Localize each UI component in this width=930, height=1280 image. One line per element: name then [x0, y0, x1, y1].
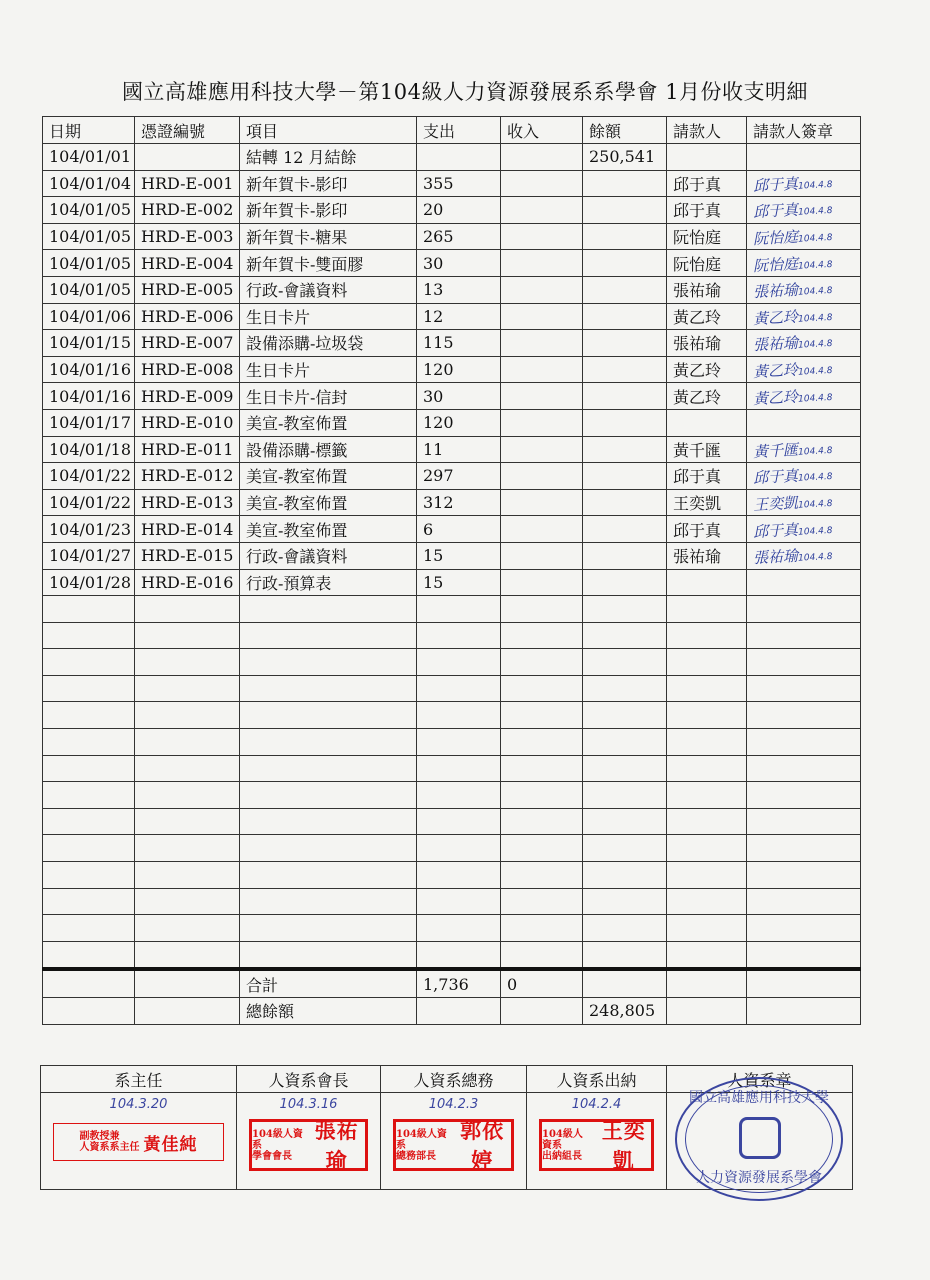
blank-row [43, 862, 861, 889]
cell-voucher: HRD-E-003 [135, 223, 240, 250]
handwritten-signature [753, 277, 833, 302]
seal-square-icon [739, 1117, 781, 1159]
cell-expense: 30 [417, 250, 501, 277]
signature-date: 104.4.8 [797, 525, 833, 538]
cell-voucher: HRD-E-005 [135, 276, 240, 303]
president-name: 張祐瑜 [314, 1118, 359, 1173]
cell-signature [747, 356, 861, 383]
cashier-date: 104.2.4 [571, 1097, 622, 1112]
cell-income [501, 197, 583, 224]
cell-payee: 王奕凱 [667, 489, 747, 516]
cell-payee: 黃乙玲 [667, 356, 747, 383]
cashier-title2: 出納組長 [542, 1150, 582, 1162]
cell-income [501, 383, 583, 410]
blank-row [43, 915, 861, 942]
cell-voucher: HRD-E-002 [135, 197, 240, 224]
totals-income: 0 [501, 969, 583, 997]
seal-top-text: 國立高雄應用科技大學 [689, 1090, 829, 1106]
signature-name: 邱于真 [752, 520, 799, 541]
cell-item: 新年賀卡-影印 [240, 170, 417, 197]
blank-row [43, 702, 861, 729]
header-expense: 支出 [417, 117, 501, 144]
president-date: 104.3.16 [279, 1097, 338, 1112]
table-row [43, 223, 861, 250]
table-row [43, 542, 861, 569]
department-round-seal [675, 1077, 843, 1201]
director-title2: 人資系系主任 [79, 1142, 140, 1153]
cell-voucher: HRD-E-007 [135, 330, 240, 357]
cell-payee: 黃乙玲 [667, 303, 747, 330]
table-row [43, 170, 861, 197]
signature-name: 黃千匯 [752, 440, 799, 461]
treasurer-stamp [393, 1119, 514, 1171]
cashier-name: 王奕凱 [601, 1118, 646, 1173]
cell-item: 行政-會議資料 [240, 276, 417, 303]
cell-income [501, 542, 583, 569]
signature-date: 104.4.8 [797, 259, 833, 272]
cell-signature [747, 569, 861, 596]
cell-date: 104/01/05 [43, 197, 135, 224]
president-stamp [249, 1119, 368, 1171]
signature-name: 邱于真 [752, 201, 799, 222]
cell-item: 美宣-教室佈置 [240, 489, 417, 516]
approval-table [40, 1065, 853, 1190]
cell-signature [747, 250, 861, 277]
header-income: 收入 [501, 117, 583, 144]
cell-balance [583, 356, 667, 383]
department-seal-cell [667, 1090, 852, 1189]
cell-expense: 265 [417, 223, 501, 250]
cell-voucher: HRD-E-015 [135, 542, 240, 569]
cell-expense: 11 [417, 436, 501, 463]
handwritten-signature [753, 437, 833, 462]
cell-payee: 張祐瑜 [667, 330, 747, 357]
president-title2: 學會會長 [252, 1150, 292, 1162]
table-row [43, 569, 861, 596]
cell-item: 生日卡片-信封 [240, 383, 417, 410]
cell-payee: 阮怡庭 [667, 223, 747, 250]
cell-balance [583, 542, 667, 569]
cell-item: 新年賀卡-糖果 [240, 223, 417, 250]
approval-header-director: 系主任 [41, 1066, 237, 1093]
cell-payee: 邱于真 [667, 197, 747, 224]
cell-income [501, 516, 583, 543]
signature-name: 王奕凱 [752, 493, 799, 515]
cell-balance [583, 250, 667, 277]
cell-voucher: HRD-E-014 [135, 516, 240, 543]
table-row [43, 409, 861, 436]
cell-income [501, 250, 583, 277]
cell-income [501, 436, 583, 463]
signature-date: 104.4.8 [797, 392, 833, 405]
signature-name: 張祐瑜 [752, 546, 799, 568]
cell-balance [583, 223, 667, 250]
cell-date: 104/01/18 [43, 436, 135, 463]
signature-name: 黃乙玲 [752, 387, 799, 408]
signature-date: 104.4.8 [797, 339, 833, 352]
signature-date: 104.4.8 [797, 552, 833, 564]
cell-date: 104/01/05 [43, 223, 135, 250]
header-date: 日期 [43, 117, 135, 144]
cell-income [501, 276, 583, 303]
treasurer-stamp-cell [381, 1093, 526, 1189]
table-row [43, 436, 861, 463]
cell-voucher: HRD-E-001 [135, 170, 240, 197]
cell-expense: 355 [417, 170, 501, 197]
handwritten-signature [753, 224, 833, 249]
cell-balance [583, 516, 667, 543]
handwritten-signature [753, 543, 833, 568]
table-row [43, 197, 861, 224]
cell-expense: 13 [417, 276, 501, 303]
cell-income [501, 356, 583, 383]
cell-voucher: HRD-E-010 [135, 409, 240, 436]
cell-payee [667, 144, 747, 171]
cell-date: 104/01/28 [43, 569, 135, 596]
cell-balance [583, 330, 667, 357]
cashier-stamp-cell [527, 1093, 666, 1189]
header-payee: 請款人 [667, 117, 747, 144]
treasurer-title2: 總務部長 [396, 1150, 436, 1162]
cell-balance [583, 569, 667, 596]
cell-item: 新年賀卡-影印 [240, 197, 417, 224]
signature-name: 黃乙玲 [752, 360, 799, 382]
cell-expense: 297 [417, 463, 501, 490]
cell-income [501, 330, 583, 357]
cell-signature [747, 303, 861, 330]
cell-expense: 30 [417, 383, 501, 410]
final-balance-row [43, 998, 861, 1025]
approval-header-seal: 人資系章 [667, 1066, 853, 1093]
cell-voucher: HRD-E-006 [135, 303, 240, 330]
cell-item: 結轉 12 月結餘 [240, 144, 417, 171]
cell-expense: 6 [417, 516, 501, 543]
signature-date: 104.4.8 [797, 445, 833, 458]
blank-row [43, 941, 861, 969]
cell-income [501, 223, 583, 250]
table-row [43, 144, 861, 171]
treasurer-date: 104.2.3 [428, 1097, 479, 1112]
ledger-body [43, 144, 861, 970]
cashier-stamp [539, 1119, 654, 1171]
cell-payee: 邱于真 [667, 516, 747, 543]
cell-signature [747, 489, 861, 516]
cell-item: 美宣-教室佈置 [240, 516, 417, 543]
director-title1: 副教授兼 [79, 1131, 120, 1142]
header-item: 項目 [240, 117, 417, 144]
blank-row [43, 782, 861, 809]
cell-voucher: HRD-E-013 [135, 489, 240, 516]
cell-signature [747, 330, 861, 357]
cell-balance [583, 170, 667, 197]
cell-date: 104/01/16 [43, 383, 135, 410]
cashier-title1: 104級人資系 [542, 1128, 583, 1151]
signature-name: 張祐瑜 [752, 334, 799, 355]
cell-balance [583, 197, 667, 224]
handwritten-signature [753, 490, 833, 515]
cell-signature [747, 276, 861, 303]
cell-date: 104/01/16 [43, 356, 135, 383]
signature-date: 104.4.8 [797, 312, 833, 325]
cell-date: 104/01/05 [43, 250, 135, 277]
cell-item: 行政-預算表 [240, 569, 417, 596]
final-balance: 248,805 [583, 998, 667, 1025]
cell-balance [583, 383, 667, 410]
handwritten-signature [753, 197, 833, 222]
cell-voucher: HRD-E-012 [135, 463, 240, 490]
cell-income [501, 170, 583, 197]
cell-balance [583, 276, 667, 303]
cell-date: 104/01/06 [43, 303, 135, 330]
cell-date: 104/01/17 [43, 409, 135, 436]
cell-expense: 312 [417, 489, 501, 516]
approval-header-president: 人資系會長 [237, 1066, 381, 1093]
cell-balance [583, 436, 667, 463]
cell-date: 104/01/23 [43, 516, 135, 543]
cell-balance [583, 303, 667, 330]
president-stamp-cell [237, 1093, 380, 1189]
signature-date: 104.4.8 [797, 365, 833, 378]
table-row [43, 463, 861, 490]
signature-date: 104.4.8 [797, 472, 833, 485]
handwritten-signature [753, 357, 833, 382]
seal-bottom-text: 人力資源發展系學會 [696, 1170, 822, 1186]
handwritten-signature [753, 517, 833, 542]
cell-date: 104/01/01 [43, 144, 135, 171]
cell-signature [747, 516, 861, 543]
totals-expense: 1,736 [417, 969, 501, 997]
cell-signature [747, 223, 861, 250]
header-signature: 請款人簽章 [747, 117, 861, 144]
table-row [43, 303, 861, 330]
cell-income [501, 489, 583, 516]
director-date: 104.3.20 [109, 1097, 168, 1112]
blank-row [43, 596, 861, 623]
handwritten-signature [753, 251, 833, 276]
table-row [43, 516, 861, 543]
signature-name: 邱于真 [752, 174, 799, 195]
cell-signature [747, 197, 861, 224]
signature-date: 104.4.8 [797, 233, 833, 245]
cell-income [501, 144, 583, 171]
ledger-table [42, 116, 861, 1025]
cell-item: 行政-會議資料 [240, 542, 417, 569]
cell-item: 新年賀卡-雙面膠 [240, 250, 417, 277]
final-label: 總餘額 [240, 998, 417, 1025]
cell-voucher [135, 144, 240, 171]
cell-payee: 張祐瑜 [667, 276, 747, 303]
cell-voucher: HRD-E-016 [135, 569, 240, 596]
cell-signature [747, 383, 861, 410]
signature-date: 104.4.8 [797, 179, 833, 192]
director-name: 黃佳純 [143, 1134, 198, 1155]
cell-payee: 邱于真 [667, 463, 747, 490]
blank-row [43, 622, 861, 649]
blank-row [43, 649, 861, 676]
director-stamp [53, 1123, 224, 1161]
cell-date: 104/01/15 [43, 330, 135, 357]
cell-date: 104/01/05 [43, 276, 135, 303]
cell-item: 生日卡片 [240, 356, 417, 383]
cell-expense: 15 [417, 542, 501, 569]
director-stamp-cell [41, 1093, 236, 1189]
cell-voucher: HRD-E-004 [135, 250, 240, 277]
cell-expense: 12 [417, 303, 501, 330]
cell-income [501, 569, 583, 596]
cell-balance: 250,541 [583, 144, 667, 171]
blank-row [43, 675, 861, 702]
cell-balance [583, 463, 667, 490]
cell-expense: 115 [417, 330, 501, 357]
signature-name: 邱于真 [752, 467, 799, 488]
cell-date: 104/01/22 [43, 489, 135, 516]
approval-header-treasurer: 人資系總務 [381, 1066, 527, 1093]
table-row [43, 489, 861, 516]
handwritten-signature [753, 463, 833, 488]
approval-stamp-row [41, 1093, 853, 1190]
treasurer-name: 郭依婷 [460, 1118, 505, 1173]
cell-expense: 20 [417, 197, 501, 224]
cell-expense [417, 144, 501, 171]
handwritten-signature [753, 384, 833, 409]
signature-date: 104.4.8 [797, 286, 833, 298]
signature-name: 阮怡庭 [752, 254, 799, 275]
cell-payee: 阮怡庭 [667, 250, 747, 277]
cell-date: 104/01/04 [43, 170, 135, 197]
cell-income [501, 303, 583, 330]
cell-income [501, 409, 583, 436]
totals-label: 合計 [240, 969, 417, 997]
cell-voucher: HRD-E-009 [135, 383, 240, 410]
cell-expense: 120 [417, 409, 501, 436]
page-title: 國立高雄應用科技大學－第104級人力資源發展系系學會 1月份收支明細 [121, 80, 809, 104]
cell-balance [583, 489, 667, 516]
header-balance: 餘額 [583, 117, 667, 144]
totals-row [43, 969, 861, 997]
cell-date: 104/01/22 [43, 463, 135, 490]
handwritten-signature [753, 171, 833, 196]
signature-name: 阮怡庭 [752, 227, 799, 249]
cell-signature [747, 436, 861, 463]
handwritten-signature [753, 330, 833, 355]
cell-payee [667, 569, 747, 596]
cell-payee: 張祐瑜 [667, 542, 747, 569]
blank-row [43, 755, 861, 782]
signature-name: 黃乙玲 [752, 307, 799, 328]
cell-income [501, 463, 583, 490]
cell-payee: 黃乙玲 [667, 383, 747, 410]
cell-expense: 15 [417, 569, 501, 596]
cell-date: 104/01/27 [43, 542, 135, 569]
cell-signature [747, 542, 861, 569]
signature-name: 張祐瑜 [752, 280, 799, 302]
table-row [43, 330, 861, 357]
signature-date: 104.4.8 [797, 498, 833, 511]
approval-header-cashier: 人資系出納 [527, 1066, 667, 1093]
signature-date: 104.4.8 [797, 206, 833, 219]
blank-row [43, 808, 861, 835]
cell-item: 設備添購-標籤 [240, 436, 417, 463]
blank-row [43, 888, 861, 915]
cell-item: 設備添購-垃圾袋 [240, 330, 417, 357]
handwritten-signature [753, 304, 833, 329]
cell-payee: 黃千匯 [667, 436, 747, 463]
header-voucher: 憑證編號 [135, 117, 240, 144]
cell-voucher: HRD-E-011 [135, 436, 240, 463]
table-row [43, 383, 861, 410]
table-row [43, 356, 861, 383]
treasurer-title1: 104級人資系 [396, 1128, 447, 1151]
cell-signature [747, 144, 861, 171]
blank-row [43, 729, 861, 756]
cell-signature [747, 409, 861, 436]
cell-expense: 120 [417, 356, 501, 383]
cell-item: 美宣-教室佈置 [240, 463, 417, 490]
president-title1: 104級人資系 [252, 1128, 303, 1151]
cell-voucher: HRD-E-008 [135, 356, 240, 383]
blank-row [43, 835, 861, 862]
cell-signature [747, 170, 861, 197]
cell-item: 美宣-教室佈置 [240, 409, 417, 436]
cell-balance [583, 409, 667, 436]
cell-signature [747, 463, 861, 490]
cell-payee: 邱于真 [667, 170, 747, 197]
header-row [43, 117, 861, 144]
cell-item: 生日卡片 [240, 303, 417, 330]
table-row [43, 276, 861, 303]
cell-payee [667, 409, 747, 436]
table-row [43, 250, 861, 277]
